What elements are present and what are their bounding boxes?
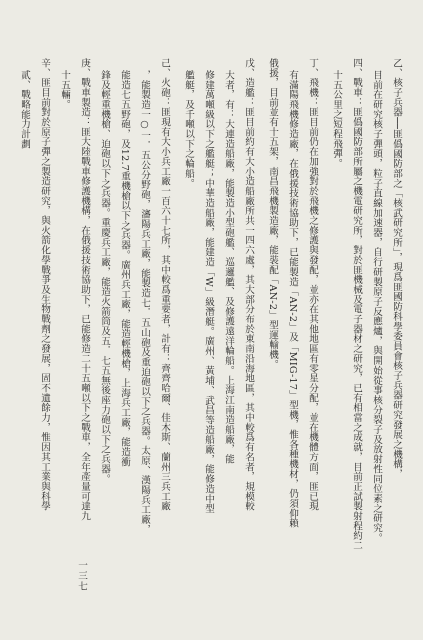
- section-heading: 貳、戰略能力計劃: [19, 70, 30, 149]
- text-column: 俄援，目前並有十五架，南昌飛機製造廠，能裝配「AN-2」型運輸機。: [267, 58, 278, 370]
- text-column: 乙、核子兵器──匪僞國防部之「核武研究所」，現爲匪國防科學委員會核子兵器研究發展之機構，: [391, 58, 402, 479]
- text-column: 艦艇，及千噸以下之輪船。: [183, 70, 194, 189]
- text-column: 大者，有：大連造船廠，能製造小型砲艦、巡邏艦、及修護遠洋輪船。上海江南造船廠，能: [223, 70, 234, 464]
- text-column: 能造七五野砲，及12.7重機槍以下之兵器。廣州兵工廠，能造輕機槍，上海兵工廠，能造衝: [119, 70, 130, 467]
- text-column: 丁、飛機：匪目前仍在加強對於飛機之修護與發配，並亦在其他地區有零星分配，並在機體方面，匪已現: [307, 58, 318, 512]
- text-column: 己、火砲：匪現有大小兵工廠一百六十七所，其中較爲重要者，計有：齊齊哈爾、佳木斯、蘭州三兵工廠: [159, 58, 170, 512]
- text-column: 十五輛。: [59, 70, 70, 110]
- text-column: 有滿陽飛機修造廠，在俄援技術協助下，已能製造「AN-2」及「MIG-17」型機，惟各種機材，仍須仰賴: [287, 70, 298, 529]
- text-column: 目前在研究核子彈頭，粒子直線加速器，自行研製原子反應爐，與開始從事核分裂子及放射性同位素之研究。: [371, 70, 382, 543]
- text-column: 辛、匪目前對於原子彈之製造研究，與火箭化學戰爭及生物戰劑之發展，固不遺餘力，惟因其工業與科學: [39, 58, 50, 512]
- text-column: 鋒及輕重機槍、迫砲以下之兵器。重慶兵工廠，能造火箭筒及五．七五無後座力砲以下之兵器。: [99, 70, 110, 484]
- text-column: 庚、戰車製造：匪大陸戰車修護機構，在俄援技術協助下，已能修造二十五噸以下之戰車，全年產量可達九: [79, 58, 90, 521]
- text-column: 戊、造艦：匪目前約有大小造船廠所共一四六處，其大部分布於東南沿海地區，其中較爲有名者，規模較: [243, 58, 254, 512]
- page-number: 一三七: [76, 560, 87, 592]
- text-column: 四、戰車：匪僞國防部所屬之機電研究所，對於匪機械及電子器材之研究，已有相當之成就，目前正試製射程約二: [351, 58, 362, 551]
- text-column: 十五公里之短程飛彈。: [331, 70, 342, 169]
- text-column: 修建萬噸級以下之艦艇；中華造船廠，能建造「W」級潛艇。廣州、黃埔、武昌等造船廠，能修造中型: [203, 70, 214, 514]
- text-column: ，能製造一○一．五公分野砲，瀋陽兵工廠，能製造七．五山砲及重迫砲以下之兵器。太原、漢陽兵工廠，: [139, 70, 150, 535]
